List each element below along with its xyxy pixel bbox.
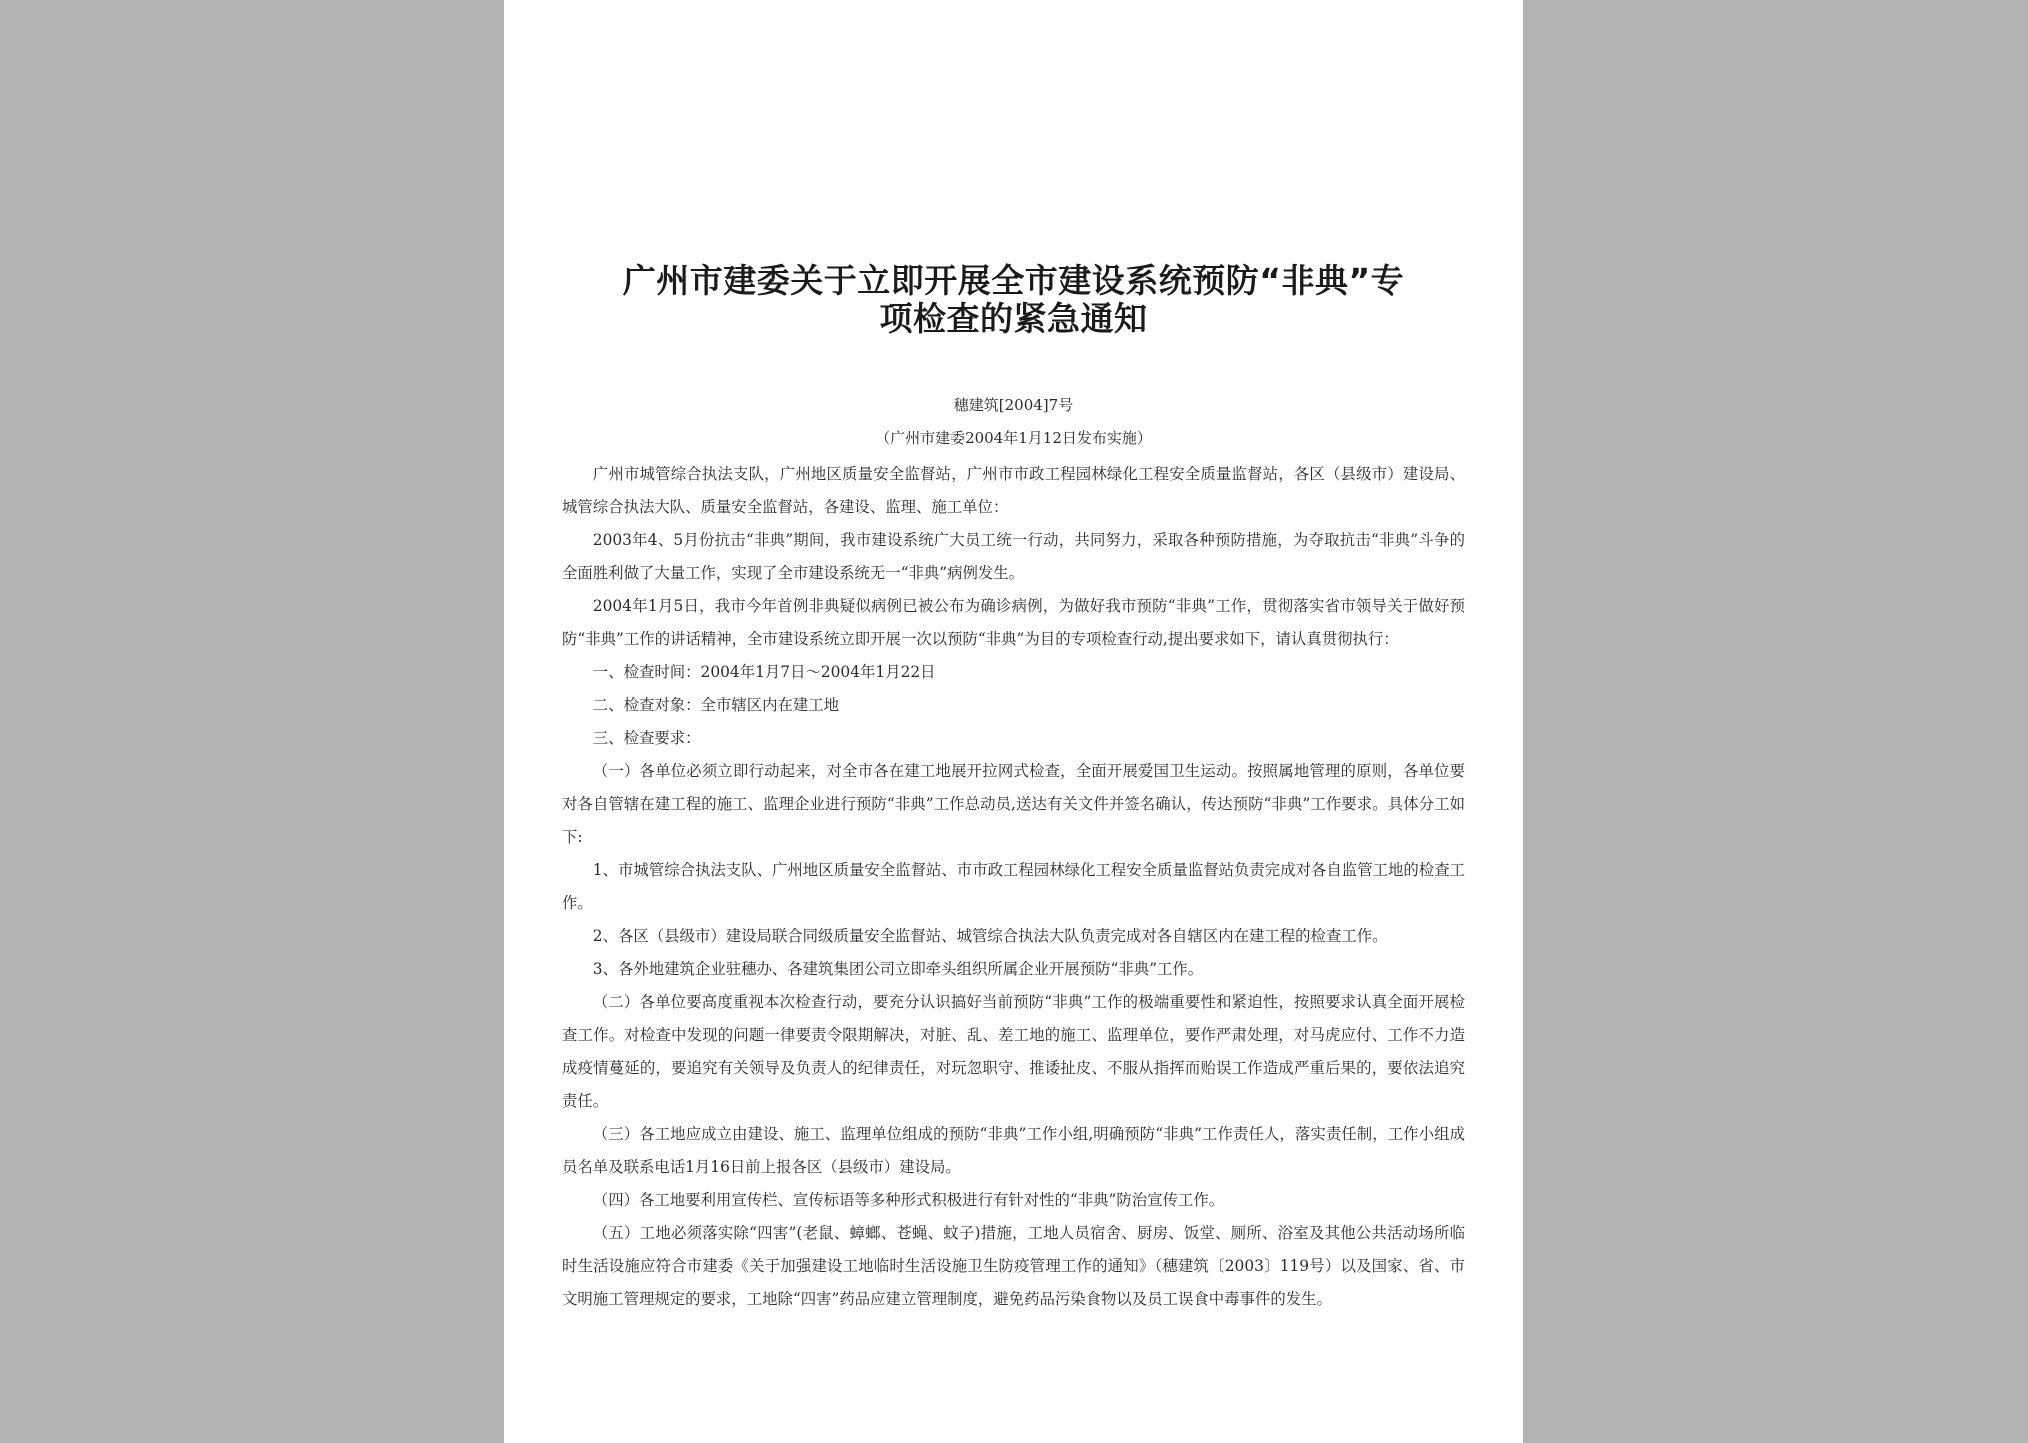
paragraph-requirement-5: （五）工地必须落实除“四害”(老鼠、蟑螂、苍蝇、蚊子)措施，工地人员宿舍、厨房、饭堂、厕所、浴室及其他公共活动场所临时生活设施应符合市建委《关于加强建设工地临时生活设施卫生防疫管理工作的通知》（穗建筑〔2003〕119号）以及国家、省、市文明施工管理规定的要求，工地除“四害”药品应建立管理制度，避免药品污染食物以及员工误食中毒事件的发生。 [562,1224,1465,1308]
paragraph-background: 2003年4、5月份抗击“非典”期间，我市建设系统广大员工统一行动，共同努力，采取各种预防措施，为夺取抗击“非典”斗争的全面胜利做了大量工作，实现了全市建设系统无一“非典”病例发生。 [562,531,1465,582]
paragraph-division-3: 3、各外地建筑企业驻穗办、各建筑集团公司立即牵头组织所属企业开展预防“非典”工作。 [592,960,1204,978]
paragraph-inspection-time: 一、检查时间：2004年1月7日～2004年1月22日 [592,663,936,681]
paragraph-inspection-target: 二、检查对象：全市辖区内在建工地 [592,696,840,714]
title-line-2: 项检查的紧急通知 [879,299,1148,338]
issue-note: （广州市建委2004年1月12日发布实施） [875,429,1152,447]
paragraph-requirement-4: （四）各工地要利用宣传栏、宣传标语等多种形式积极进行有针对性的“非典”防治宣传工作。 [592,1191,1225,1209]
paragraph-requirement-3: （三）各工地应成立由建设、施工、监理单位组成的预防“非典”工作小组,明确预防“非典”工作责任人，落实责任制，工作小组成员名单及联系电话1月16日前上报各区（县级市）建设局。 [562,1125,1465,1176]
paragraph-inspection-requirements: 三、检查要求： [592,729,701,747]
paragraph-purpose: 2004年1月5日，我市今年首例非典疑似病例已被公布为确诊病例，为做好我市预防“非典”工作，贯彻落实省市领导关于做好预防“非典”工作的讲话精神，全市建设系统立即开展一次以预防“非典”为目的专项检查行动,提出要求如下，请认真贯彻执行： [562,597,1465,648]
title-line-1: 广州市建委关于立即开展全市建设系统预防“非典”专 [622,261,1405,300]
paragraph-addressees: 广州市城管综合执法支队，广州地区质量安全监督站，广州市市政工程园林绿化工程安全质量监督站，各区（县级市）建设局、城管综合执法大队、质量安全监督站，各建设、监理、施工单位： [562,465,1465,516]
document-number: 穗建筑[2004]7号 [953,396,1074,414]
paragraph-requirement-2: （二）各单位要高度重视本次检查行动，要充分认识搞好当前预防“非典”工作的极端重要性和紧迫性，按照要求认真全面开展检查工作。对检查中发现的问题一律要责令限期解决，对脏、乱、差工地的施工、监理单位，要作严肃处理，对马虎应付、工作不力造成疫情蔓延的，要追究有关领导及负责人的纪律责任，对玩忽职守、推诿扯皮、不服从指挥而贻误工作造成严重后果的，要依法追究责任。 [562,993,1465,1110]
document-body [562,458,1465,1316]
document-page [504,0,1523,1443]
document-title [562,262,1465,338]
paragraph-division-1: 1、市城管综合执法支队、广州地区质量安全监督站、市市政工程园林绿化工程安全质量监督站负责完成对各自监管工地的检查工作。 [562,861,1465,912]
paragraph-division-2: 2、各区（县级市）建设局联合同级质量安全监督站、城管综合执法大队负责完成对各自辖区内在建工程的检查工作。 [592,927,1388,945]
paragraph-requirement-1: （一）各单位必须立即行动起来，对全市各在建工地展开拉网式检查，全面开展爱国卫生运动。按照属地管理的原则，各单位要对各自管辖在建工程的施工、监理企业进行预防“非典”工作总动员,送达有关文件并签名确认，传达预防“非典”工作要求。具体分工如下: [562,762,1465,846]
